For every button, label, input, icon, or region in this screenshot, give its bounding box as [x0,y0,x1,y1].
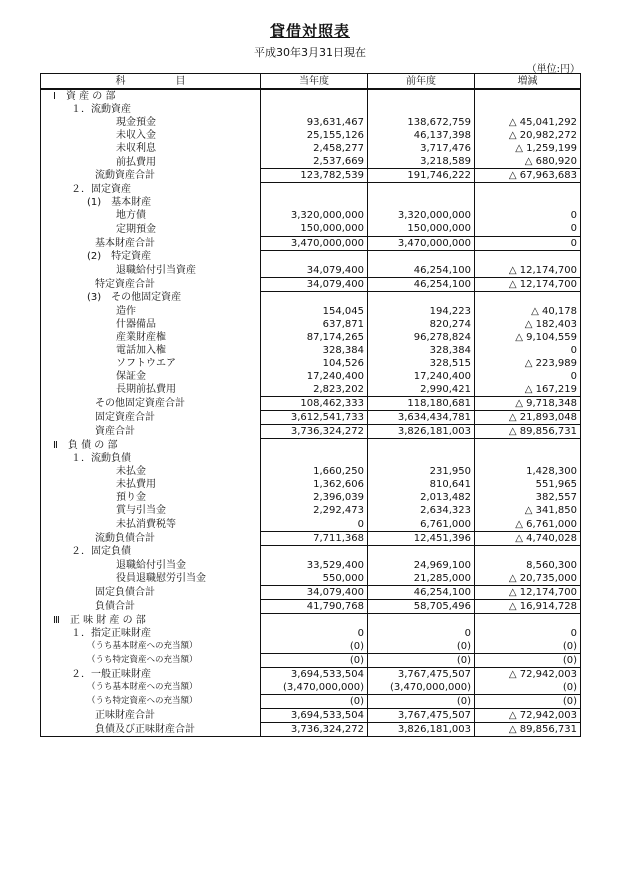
change-value: △ 89,856,731 [475,723,581,737]
previous-year-value: 3,826,181,003 [368,425,475,439]
change-value: △ 4,740,028 [475,531,581,545]
table-row [41,222,581,236]
row-label: 負債合計 [41,599,261,613]
change-value: △ 12,174,700 [475,585,581,599]
row-label: (3) その他固定資産 [41,291,261,305]
row-label: ２．固定負債 [41,545,261,559]
row-label: 電話加入権 [41,344,261,357]
previous-year-value: 46,254,100 [368,277,475,291]
table-row [41,155,581,169]
previous-year-value [368,196,475,209]
current-year-value [261,103,368,116]
balance-sheet-table [40,73,581,737]
row-label: （うち基本財産への充当額） [41,640,261,654]
row-label: 正味財産合計 [41,709,261,723]
row-label: 未払費用 [41,478,261,491]
unit-note: （単位:円） [526,64,580,75]
previous-year-value [368,613,475,627]
row-label: 定期預金 [41,222,261,236]
row-label: 退職給付引当資産 [41,264,261,278]
change-value [475,452,581,465]
current-year-value [261,250,368,264]
table-row [41,305,581,318]
change-value: 0 [475,627,581,640]
document-title [0,20,620,41]
row-label: 基本財産合計 [41,236,261,250]
total-row [41,695,581,709]
table-row [41,640,581,654]
table-row [41,116,581,129]
previous-year-value: 3,218,589 [368,155,475,169]
current-year-value [261,89,368,103]
table-row [41,103,581,116]
current-year-value: 150,000,000 [261,222,368,236]
previous-year-value: 24,969,100 [368,559,475,572]
change-value [475,103,581,116]
table-row [41,627,581,640]
current-year-value: 41,790,768 [261,599,368,613]
previous-year-value [368,250,475,264]
change-value: △ 9,718,348 [475,397,581,411]
previous-year-value: 150,000,000 [368,222,475,236]
row-label: １．指定正味財産 [41,627,261,640]
table-row [41,196,581,209]
previous-year-value: 118,180,681 [368,397,475,411]
previous-year-value: 17,240,400 [368,370,475,383]
row-label: 現金預金 [41,116,261,129]
row-label: ２．一般正味財産 [41,668,261,682]
total-row [41,397,581,411]
row-label: 未払金 [41,465,261,478]
header-item: 科 目 [41,74,261,90]
change-value: △ 89,856,731 [475,425,581,439]
current-year-value: 7,711,368 [261,531,368,545]
table-row [41,344,581,357]
row-label: Ⅰ 資 産 の 部 [41,89,261,103]
previous-year-value: 3,320,000,000 [368,209,475,222]
row-label: ソフトウエア [41,357,261,370]
current-year-value: 3,612,541,733 [261,411,368,425]
table-row [41,478,581,491]
row-label: 未収入金 [41,129,261,142]
current-year-value: 34,079,400 [261,585,368,599]
total-row [41,709,581,723]
row-label: 未収利息 [41,142,261,155]
previous-year-value: 3,767,475,507 [368,668,475,682]
row-label: 固定負債合計 [41,585,261,599]
total-row [41,169,581,183]
previous-year-value: 820,274 [368,318,475,331]
header-previous-year: 前年度 [368,74,475,90]
table-row [41,129,581,142]
as-of-date: 平成30年3月31日現在 [254,46,366,59]
total-row [41,599,581,613]
table-row [41,613,581,627]
row-label: 特定資産合計 [41,277,261,291]
change-value [475,250,581,264]
change-value: △ 167,219 [475,383,581,397]
row-label: 地方債 [41,209,261,222]
change-value: 8,560,300 [475,559,581,572]
row-label: （うち特定資産への充当額） [41,695,261,709]
change-value: △ 182,403 [475,318,581,331]
current-year-value: 2,292,473 [261,504,368,517]
current-year-value: (0) [261,640,368,654]
change-value: 0 [475,209,581,222]
previous-year-value: 2,990,421 [368,383,475,397]
current-year-value [261,613,368,627]
change-value: 1,428,300 [475,465,581,478]
total-row [41,723,581,737]
previous-year-value [368,89,475,103]
change-value: 0 [475,344,581,357]
row-label: 負債及び正味財産合計 [41,723,261,737]
table-row [41,142,581,155]
current-year-value: 123,782,539 [261,169,368,183]
row-label: (1) 基本財産 [41,196,261,209]
current-year-value: 3,694,533,504 [261,709,368,723]
change-value [475,183,581,197]
current-year-value: 550,000 [261,572,368,586]
previous-year-value: 3,634,434,781 [368,411,475,425]
previous-year-value: 46,254,100 [368,585,475,599]
change-value: △ 9,104,559 [475,331,581,344]
previous-year-value: 12,451,396 [368,531,475,545]
current-year-value: 2,537,669 [261,155,368,169]
header-current-year: 当年度 [261,74,368,90]
row-label: 賞与引当金 [41,504,261,517]
row-label: Ⅲ 正 味 財 産 の 部 [41,613,261,627]
table-row [41,518,581,532]
current-year-value: 93,631,467 [261,116,368,129]
current-year-value: 104,526 [261,357,368,370]
total-row [41,425,581,439]
current-year-value: 33,529,400 [261,559,368,572]
current-year-value: 17,240,400 [261,370,368,383]
current-year-value [261,452,368,465]
change-value: △ 20,982,272 [475,129,581,142]
current-year-value: 2,823,202 [261,383,368,397]
previous-year-value: (0) [368,695,475,709]
previous-year-value: 138,672,759 [368,116,475,129]
row-label: (2) 特定資産 [41,250,261,264]
change-value [475,613,581,627]
previous-year-value [368,545,475,559]
current-year-value: (0) [261,695,368,709]
change-value: △ 680,920 [475,155,581,169]
previous-year-value [368,452,475,465]
previous-year-value: 810,641 [368,478,475,491]
change-value [475,291,581,305]
current-year-value: 154,045 [261,305,368,318]
row-label: その他固定資産合計 [41,397,261,411]
change-value: △ 72,942,003 [475,668,581,682]
previous-year-value: 3,767,475,507 [368,709,475,723]
table-row [41,545,581,559]
change-value: △ 12,174,700 [475,277,581,291]
current-year-value: 1,660,250 [261,465,368,478]
row-label: 固定資産合計 [41,411,261,425]
table-row [41,291,581,305]
previous-year-value: (0) [368,640,475,654]
current-year-value [261,291,368,305]
previous-year-value [368,103,475,116]
row-label: 預り金 [41,491,261,504]
total-row [41,236,581,250]
header-change: 増減 [475,74,581,90]
previous-year-value: 2,634,323 [368,504,475,517]
change-value: 382,557 [475,491,581,504]
previous-year-value [368,439,475,453]
row-label: （うち特定資産への充当額） [41,653,261,667]
row-label: 長期前払費用 [41,383,261,397]
previous-year-value: 3,470,000,000 [368,236,475,250]
current-year-value: 25,155,126 [261,129,368,142]
change-value: △ 45,041,292 [475,116,581,129]
total-row [41,531,581,545]
change-value: (0) [475,653,581,667]
row-label: 造作 [41,305,261,318]
table-row [41,183,581,197]
change-value: △ 16,914,728 [475,599,581,613]
row-label: 役員退職慰労引当金 [41,572,261,586]
row-label: 什器備品 [41,318,261,331]
row-label: 未払消費税等 [41,518,261,532]
current-year-value: 108,462,333 [261,397,368,411]
change-value: 0 [475,370,581,383]
change-value [475,439,581,453]
previous-year-value: 6,761,000 [368,518,475,532]
previous-year-value: 46,137,398 [368,129,475,142]
table-row [41,439,581,453]
current-year-value: (3,470,000,000) [261,681,368,695]
current-year-value: 2,396,039 [261,491,368,504]
row-label: １．流動負債 [41,452,261,465]
current-year-value: (0) [261,653,368,667]
table-row [41,357,581,370]
change-value: △ 40,178 [475,305,581,318]
current-year-value: 0 [261,627,368,640]
change-value: △ 223,989 [475,357,581,370]
change-value [475,196,581,209]
previous-year-value: 328,515 [368,357,475,370]
row-label: Ⅱ 負 債 の 部 [41,439,261,453]
current-year-value: 87,174,265 [261,331,368,344]
change-value [475,89,581,103]
row-label: 退職給付引当金 [41,559,261,572]
previous-year-value: 2,013,482 [368,491,475,504]
change-value: 551,965 [475,478,581,491]
previous-year-value: 328,384 [368,344,475,357]
current-year-value: 328,384 [261,344,368,357]
table-row [41,572,581,586]
previous-year-value: 3,826,181,003 [368,723,475,737]
table-row [41,318,581,331]
table-row [41,89,581,103]
change-value: △ 341,850 [475,504,581,517]
current-year-value: 3,320,000,000 [261,209,368,222]
change-value: 0 [475,222,581,236]
table-row [41,452,581,465]
table-row [41,383,581,397]
row-label: １．流動資産 [41,103,261,116]
change-value: △ 1,259,199 [475,142,581,155]
current-year-value: 34,079,400 [261,277,368,291]
table-body [41,89,581,737]
current-year-value: 2,458,277 [261,142,368,155]
previous-year-value: 0 [368,627,475,640]
current-year-value [261,183,368,197]
row-label: 流動負債合計 [41,531,261,545]
header-row [41,74,581,90]
table-row [41,559,581,572]
row-label: 産業財産権 [41,331,261,344]
change-value: (0) [475,681,581,695]
table-row [41,209,581,222]
change-value: △ 6,761,000 [475,518,581,532]
table-row [41,264,581,278]
table-row [41,668,581,682]
previous-year-value: (3,470,000,000) [368,681,475,695]
current-year-value: 637,871 [261,318,368,331]
table-row [41,250,581,264]
total-row [41,653,581,667]
title-text: 貸借対照表 [269,22,350,40]
change-value: (0) [475,640,581,654]
previous-year-value [368,291,475,305]
total-row [41,277,581,291]
row-label: 流動資産合計 [41,169,261,183]
row-label: 保証金 [41,370,261,383]
previous-year-value: 231,950 [368,465,475,478]
current-year-value: 34,079,400 [261,264,368,278]
previous-year-value: (0) [368,653,475,667]
current-year-value: 3,694,533,504 [261,668,368,682]
current-year-value [261,439,368,453]
total-row [41,585,581,599]
change-value: △ 21,893,048 [475,411,581,425]
row-label: 資産合計 [41,425,261,439]
change-value: △ 72,942,003 [475,709,581,723]
change-value: △ 20,735,000 [475,572,581,586]
current-year-value: 3,736,324,272 [261,723,368,737]
current-year-value: 3,736,324,272 [261,425,368,439]
current-year-value: 0 [261,518,368,532]
table-row [41,504,581,517]
table-row [41,465,581,478]
table-row [41,370,581,383]
previous-year-value: 96,278,824 [368,331,475,344]
row-label: （うち基本財産への充当額） [41,681,261,695]
row-label: ２．固定資産 [41,183,261,197]
table-row [41,681,581,695]
previous-year-value: 194,223 [368,305,475,318]
previous-year-value [368,183,475,197]
current-year-value [261,196,368,209]
table-row [41,331,581,344]
row-label: 前払費用 [41,155,261,169]
previous-year-value: 58,705,496 [368,599,475,613]
current-year-value: 3,470,000,000 [261,236,368,250]
previous-year-value: 3,717,476 [368,142,475,155]
total-row [41,411,581,425]
change-value [475,545,581,559]
change-value: △ 67,963,683 [475,169,581,183]
previous-year-value: 191,746,222 [368,169,475,183]
current-year-value: 1,362,606 [261,478,368,491]
previous-year-value: 46,254,100 [368,264,475,278]
current-year-value [261,545,368,559]
change-value: △ 12,174,700 [475,264,581,278]
table-row [41,491,581,504]
previous-year-value: 21,285,000 [368,572,475,586]
change-value: 0 [475,236,581,250]
change-value: (0) [475,695,581,709]
